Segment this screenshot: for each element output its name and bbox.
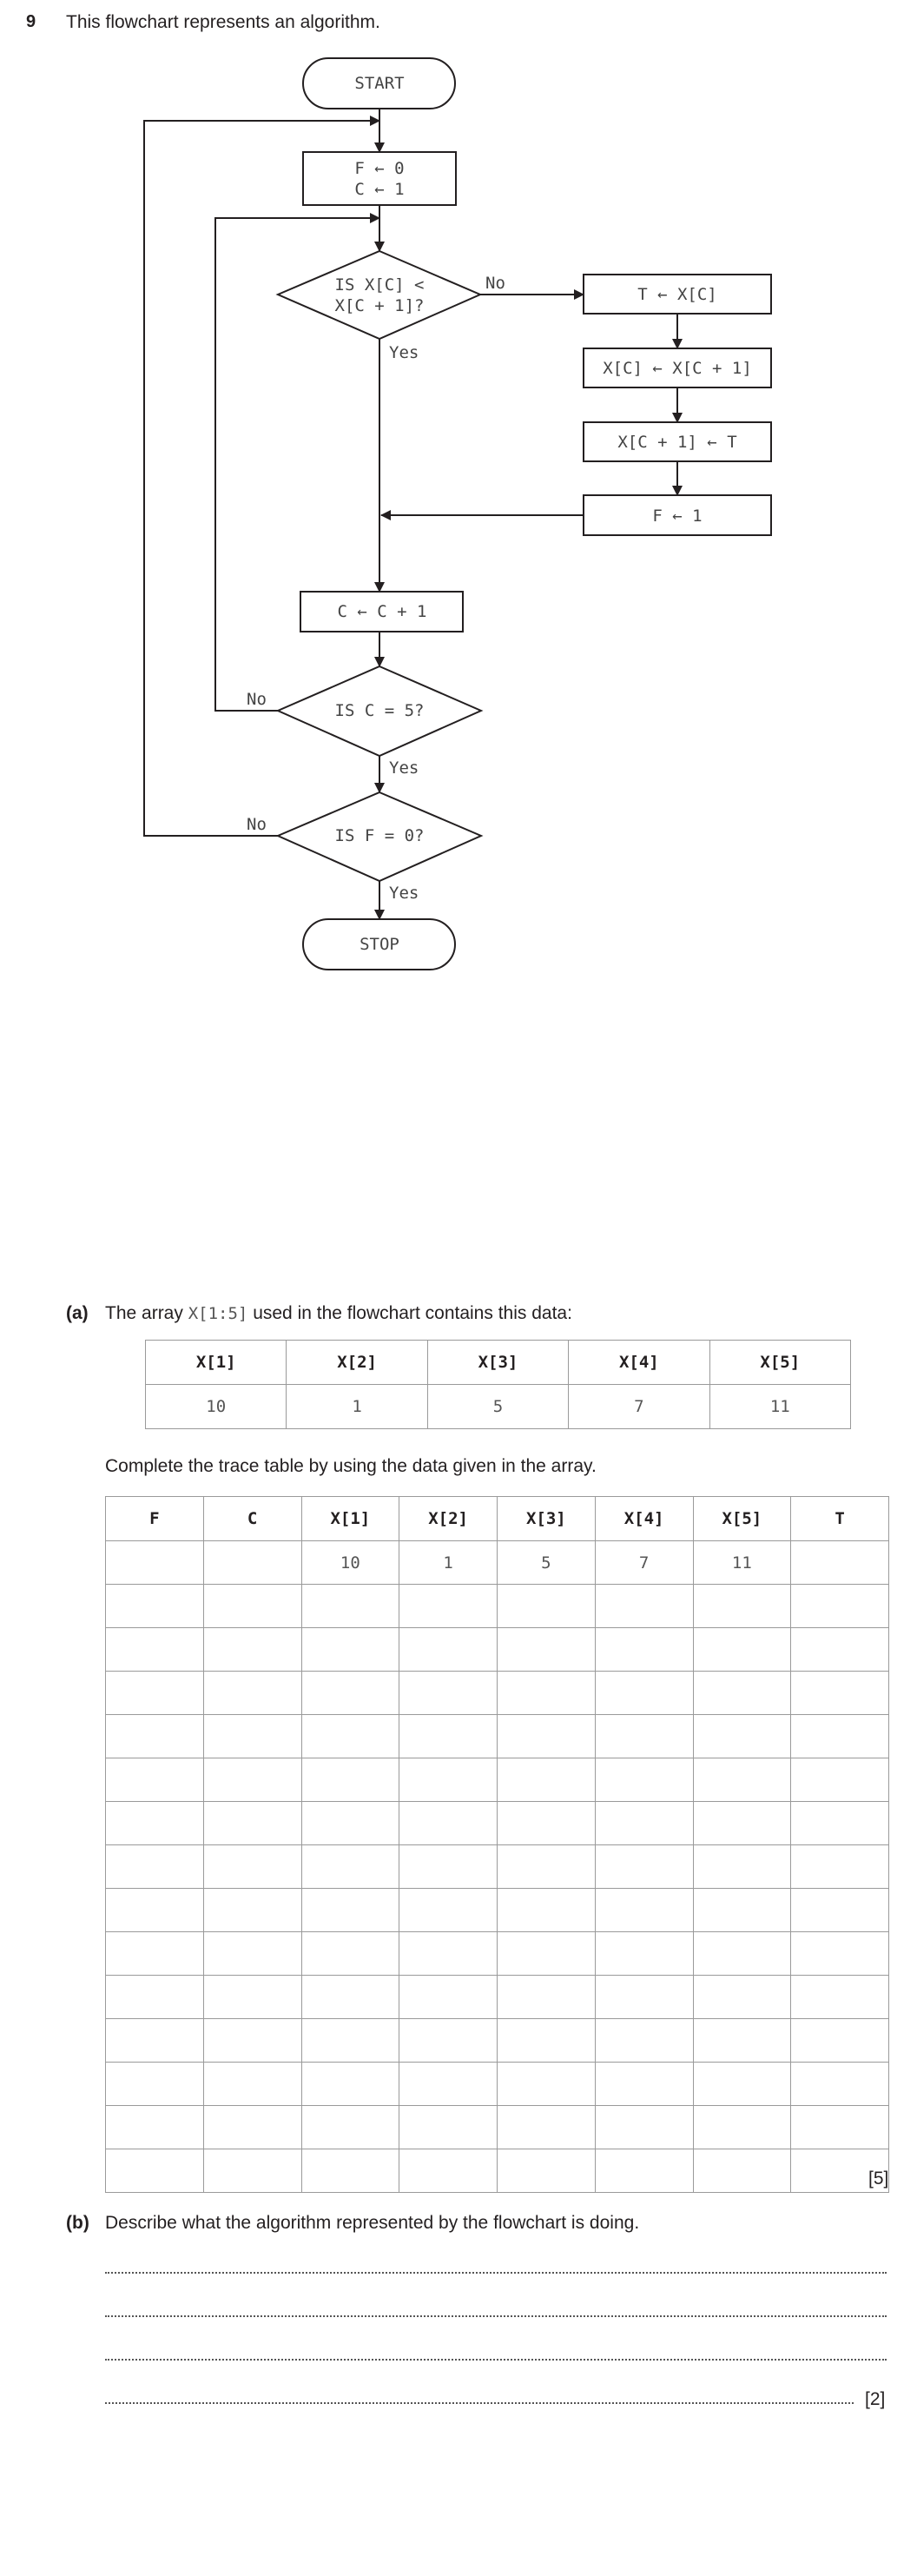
trace-cell[interactable] <box>791 1889 889 1932</box>
array-data-table <box>145 1340 851 1429</box>
stop-label: STOP <box>360 935 399 954</box>
trace-cell[interactable] <box>791 1585 889 1628</box>
array-reference: X[1:5] <box>188 1304 248 1323</box>
trace-cell[interactable] <box>106 2106 204 2149</box>
trace-cell[interactable] <box>595 1932 693 1976</box>
trace-cell[interactable] <box>301 2019 399 2063</box>
trace-cell[interactable] <box>595 1585 693 1628</box>
trace-header-cell: C <box>203 1497 301 1541</box>
trace-row <box>106 1845 889 1889</box>
trace-cell[interactable] <box>693 2063 791 2106</box>
trace-cell[interactable] <box>791 1628 889 1672</box>
trace-cell[interactable]: 7 <box>595 1541 693 1585</box>
check-f-no-label: No <box>247 815 267 834</box>
trace-cell[interactable] <box>203 1585 301 1628</box>
array-value-cell: 5 <box>427 1385 568 1429</box>
trace-cell[interactable]: 11 <box>693 1541 791 1585</box>
trace-row <box>106 1758 889 1802</box>
trace-cell[interactable] <box>498 2149 596 2193</box>
array-value-cell: 7 <box>569 1385 709 1429</box>
trace-instruction: Complete the trace table by using the data given in the array. <box>105 1456 597 1476</box>
trace-cell[interactable] <box>595 2106 693 2149</box>
trace-cell[interactable] <box>203 1758 301 1802</box>
trace-cell[interactable] <box>203 1628 301 1672</box>
trace-cell[interactable] <box>498 1845 596 1889</box>
part-a-text-after: used in the flowchart contains this data: <box>253 1303 572 1323</box>
trace-cell[interactable] <box>301 2106 399 2149</box>
trace-row <box>106 1585 889 1628</box>
trace-cell[interactable] <box>791 1715 889 1758</box>
trace-row <box>106 1672 889 1715</box>
trace-cell[interactable] <box>791 1802 889 1845</box>
trace-cell[interactable] <box>301 1845 399 1889</box>
trace-cell[interactable] <box>399 1802 498 1845</box>
trace-row <box>106 1628 889 1672</box>
answer-line[interactable] <box>105 2315 887 2317</box>
trace-cell[interactable] <box>693 1758 791 1802</box>
trace-cell[interactable] <box>106 1976 204 2019</box>
trace-cell[interactable] <box>693 1976 791 2019</box>
trace-cell[interactable] <box>203 1845 301 1889</box>
start-label: START <box>354 74 405 93</box>
trace-cell[interactable] <box>791 1976 889 2019</box>
swap-label-1: T ← X[C] <box>637 285 717 304</box>
compare-label-1: IS X[C] < <box>334 275 425 295</box>
part-b-letter: (b) <box>66 2213 89 2233</box>
trace-cell[interactable] <box>693 1672 791 1715</box>
increment-label: C ← C + 1 <box>337 602 427 621</box>
trace-cell[interactable] <box>498 1932 596 1976</box>
trace-cell[interactable] <box>203 2019 301 2063</box>
trace-cell[interactable] <box>498 2019 596 2063</box>
trace-header-cell: X[4] <box>595 1497 693 1541</box>
answer-line[interactable] <box>105 2359 887 2361</box>
trace-cell[interactable] <box>301 2063 399 2106</box>
trace-body <box>106 1541 889 2193</box>
trace-cell[interactable] <box>399 1628 498 1672</box>
flowchart-diagram <box>0 0 917 973</box>
compare-yes-label: Yes <box>389 343 419 362</box>
init-c-label: C ← 1 <box>354 180 405 199</box>
trace-header-cell: X[3] <box>498 1497 596 1541</box>
trace-cell[interactable] <box>791 1541 889 1585</box>
trace-cell[interactable] <box>498 1976 596 2019</box>
trace-cell[interactable] <box>498 1715 596 1758</box>
trace-cell[interactable] <box>301 1889 399 1932</box>
trace-cell[interactable] <box>595 1758 693 1802</box>
check-c-yes-label: Yes <box>389 758 419 778</box>
trace-cell[interactable] <box>693 1845 791 1889</box>
trace-row <box>106 1715 889 1758</box>
trace-cell[interactable] <box>106 2149 204 2193</box>
trace-cell[interactable] <box>498 1628 596 1672</box>
trace-header-cell: F <box>106 1497 204 1541</box>
trace-cell[interactable] <box>693 1715 791 1758</box>
array-header-cell: X[5] <box>709 1341 850 1385</box>
trace-cell[interactable] <box>693 1932 791 1976</box>
trace-cell[interactable] <box>595 1976 693 2019</box>
trace-cell[interactable] <box>595 2063 693 2106</box>
trace-cell[interactable] <box>791 1845 889 1889</box>
trace-header-cell: X[1] <box>301 1497 399 1541</box>
trace-row <box>106 1541 889 1585</box>
trace-cell[interactable] <box>106 2063 204 2106</box>
check-f-yes-label: Yes <box>389 884 419 903</box>
trace-cell[interactable] <box>399 2106 498 2149</box>
trace-cell[interactable] <box>595 1845 693 1889</box>
trace-cell[interactable] <box>595 1672 693 1715</box>
trace-row <box>106 1932 889 1976</box>
trace-cell[interactable] <box>301 1802 399 1845</box>
trace-cell[interactable] <box>498 2106 596 2149</box>
array-value-cell: 11 <box>709 1385 850 1429</box>
init-f-label: F ← 0 <box>354 159 405 178</box>
trace-cell[interactable] <box>203 1541 301 1585</box>
trace-cell[interactable] <box>399 2063 498 2106</box>
trace-cell[interactable] <box>106 1541 204 1585</box>
trace-row <box>106 2149 889 2193</box>
array-value-row <box>146 1385 851 1429</box>
part-a-letter: (a) <box>66 1303 89 1323</box>
trace-cell[interactable] <box>595 2149 693 2193</box>
trace-row <box>106 2106 889 2149</box>
trace-cell[interactable] <box>301 1715 399 1758</box>
trace-cell[interactable] <box>203 1932 301 1976</box>
trace-cell[interactable] <box>399 1932 498 1976</box>
answer-line[interactable] <box>105 2272 887 2274</box>
part-a-text-before: The array <box>105 1303 183 1323</box>
compare-decision <box>278 251 480 339</box>
array-header-row <box>146 1341 851 1385</box>
trace-cell[interactable] <box>498 2063 596 2106</box>
trace-header-cell: T <box>791 1497 889 1541</box>
trace-cell[interactable] <box>106 1802 204 1845</box>
trace-cell[interactable] <box>791 1932 889 1976</box>
trace-cell[interactable] <box>399 1976 498 2019</box>
part-b-text: Describe what the algorithm represented by the flowchart is doing. <box>105 2213 640 2233</box>
array-header-cell: X[2] <box>287 1341 427 1385</box>
trace-cell[interactable] <box>595 1628 693 1672</box>
trace-cell[interactable] <box>791 2106 889 2149</box>
trace-cell[interactable] <box>498 1889 596 1932</box>
part-a-marks: [5] <box>868 2169 889 2189</box>
trace-cell[interactable]: 1 <box>399 1541 498 1585</box>
trace-cell[interactable] <box>301 2149 399 2193</box>
trace-cell[interactable] <box>301 1758 399 1802</box>
trace-cell[interactable] <box>595 1889 693 1932</box>
trace-cell[interactable] <box>399 1845 498 1889</box>
array-header-cell: X[1] <box>146 1341 287 1385</box>
trace-cell[interactable] <box>106 1889 204 1932</box>
question-intro: This flowchart represents an algorithm. <box>66 12 380 32</box>
trace-cell[interactable] <box>693 1628 791 1672</box>
trace-cell[interactable] <box>106 1715 204 1758</box>
trace-cell[interactable] <box>595 2019 693 2063</box>
trace-cell[interactable] <box>791 1758 889 1802</box>
trace-cell[interactable] <box>498 1758 596 1802</box>
trace-cell[interactable] <box>203 1976 301 2019</box>
array-header-cell: X[4] <box>569 1341 709 1385</box>
part-a-text <box>105 1303 572 1324</box>
trace-cell[interactable]: 5 <box>498 1541 596 1585</box>
trace-row <box>106 2019 889 2063</box>
trace-cell[interactable] <box>301 1585 399 1628</box>
question-number: 9 <box>26 12 36 31</box>
trace-cell[interactable] <box>106 1672 204 1715</box>
trace-cell[interactable] <box>203 1672 301 1715</box>
trace-cell[interactable] <box>498 1585 596 1628</box>
trace-row <box>106 1802 889 1845</box>
trace-cell[interactable] <box>791 2063 889 2106</box>
trace-table <box>105 1496 889 2193</box>
trace-row <box>106 1889 889 1932</box>
trace-cell[interactable] <box>106 1585 204 1628</box>
check-c-label: IS C = 5? <box>334 701 425 720</box>
trace-cell[interactable] <box>595 1715 693 1758</box>
trace-cell[interactable] <box>399 2149 498 2193</box>
trace-cell[interactable] <box>106 1628 204 1672</box>
trace-cell[interactable] <box>399 1715 498 1758</box>
check-c-no-label: No <box>247 690 267 709</box>
array-value-cell: 1 <box>287 1385 427 1429</box>
trace-cell[interactable] <box>301 1628 399 1672</box>
trace-cell[interactable] <box>203 1802 301 1845</box>
trace-cell[interactable] <box>498 1672 596 1715</box>
array-header-cell: X[3] <box>427 1341 568 1385</box>
trace-header-cell: X[2] <box>399 1497 498 1541</box>
answer-line[interactable] <box>105 2402 854 2404</box>
trace-cell[interactable] <box>791 1672 889 1715</box>
trace-cell[interactable] <box>203 2063 301 2106</box>
set-flag-label: F ← 1 <box>652 507 703 526</box>
trace-cell[interactable] <box>399 2019 498 2063</box>
trace-cell[interactable] <box>693 2149 791 2193</box>
trace-cell[interactable] <box>203 2149 301 2193</box>
trace-cell[interactable] <box>301 1672 399 1715</box>
trace-cell[interactable] <box>399 1889 498 1932</box>
trace-cell[interactable] <box>693 1889 791 1932</box>
trace-cell[interactable] <box>106 1845 204 1889</box>
trace-cell[interactable] <box>498 1802 596 1845</box>
trace-cell[interactable] <box>399 1758 498 1802</box>
check-f-label: IS F = 0? <box>334 826 425 845</box>
swap-label-3: X[C + 1] ← T <box>617 433 737 452</box>
part-b-marks: [2] <box>865 2389 886 2409</box>
trace-row <box>106 2063 889 2106</box>
trace-cell[interactable] <box>595 1802 693 1845</box>
trace-cell[interactable] <box>301 1976 399 2019</box>
trace-header-row <box>106 1497 889 1541</box>
trace-cell[interactable] <box>106 1758 204 1802</box>
trace-cell[interactable] <box>399 1585 498 1628</box>
trace-cell[interactable] <box>106 1932 204 1976</box>
compare-no-label: No <box>485 274 505 293</box>
trace-row <box>106 1976 889 2019</box>
trace-header-cell: X[5] <box>693 1497 791 1541</box>
trace-cell[interactable] <box>203 1889 301 1932</box>
trace-cell[interactable] <box>693 2106 791 2149</box>
trace-cell[interactable] <box>399 1672 498 1715</box>
trace-cell[interactable] <box>106 2019 204 2063</box>
trace-cell[interactable] <box>203 2106 301 2149</box>
compare-label-2: X[C + 1]? <box>334 296 425 315</box>
array-value-cell: 10 <box>146 1385 287 1429</box>
swap-label-2: X[C] ← X[C + 1] <box>603 359 752 378</box>
trace-cell[interactable] <box>791 2019 889 2063</box>
trace-cell[interactable] <box>301 1932 399 1976</box>
trace-cell[interactable] <box>693 2019 791 2063</box>
trace-cell[interactable]: 10 <box>301 1541 399 1585</box>
trace-cell[interactable] <box>693 1802 791 1845</box>
trace-cell[interactable] <box>693 1585 791 1628</box>
trace-cell[interactable] <box>203 1715 301 1758</box>
